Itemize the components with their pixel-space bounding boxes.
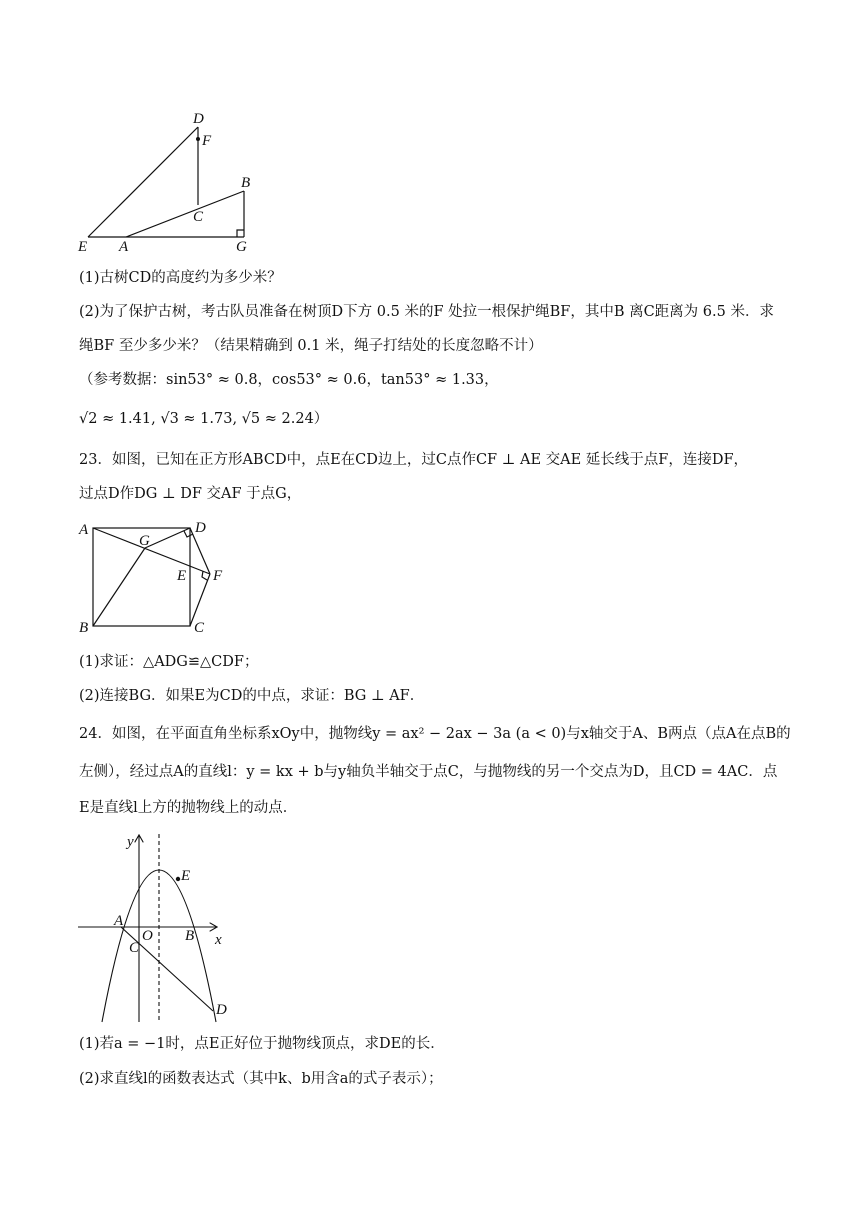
q24-stem-line3: E是直线l上方的抛物线上的动点． [79,800,298,816]
q22-part1: (1)古树CD的高度约为多少米？ [79,270,282,286]
label-D: D [216,1002,227,1018]
line-AB [126,191,244,237]
label-E: E [177,568,187,584]
q23-figure [76,516,236,638]
q24-figure [76,826,236,1026]
q22-figure [76,108,266,256]
label-E: E [181,868,191,884]
label-B: B [79,620,89,636]
q22-reference-line2: √2 ≈ 1.41, √3 ≈ 1.73, √5 ≈ 2.24） [79,411,329,427]
label-C: C [193,209,204,225]
q24-stem-line1: 24．如图，在平面直角坐标系xOy中，抛物线y = ax² − 2ax − 3a (a < 0)与x轴交于A、B两点（点A在点B的 [79,726,791,742]
label-x: x [215,932,222,948]
label-A: A [114,913,124,929]
q24-part1: (1)若a = −1时，点E正好位于抛物线顶点，求DE的长． [79,1036,445,1052]
point-E [176,877,180,881]
label-F: F [202,133,212,149]
line-CF [190,574,210,626]
line-ED [88,127,198,237]
label-C: C [129,940,140,956]
label-E: E [78,239,88,255]
q23-stem-line1: 23．如图，已知在正方形ABCD中，点E在CD边上，过C点作CF ⊥ AE 交AE 延长线于点F，连接DF， [79,452,749,468]
label-G: G [139,533,150,549]
line-BG [93,548,145,626]
label-A: A [119,239,129,255]
label-D: D [195,520,206,536]
q24-stem-line2: 左侧），经过点A的直线l：y = kx + b与y轴负半轴交于点C，与抛物线的另一个交点为D，且CD = 4AC．点 [79,764,778,780]
q23-part1: (1)求证：△ADG≌△CDF； [79,654,259,670]
q23-part2: (2)连接BG．如果E为CD的中点，求证：BG ⊥ AF． [79,688,425,704]
q23-stem-line2: 过点D作DG ⊥ DF 交AF 于点G， [79,486,302,502]
label-A: A [79,522,89,538]
label-O: O [142,928,153,944]
label-B: B [185,928,195,944]
right-angle-mark [237,230,244,237]
q24-part2: (2)求直线l的函数表达式（其中k、b用含a的式子表示）； [79,1071,443,1087]
point-F [196,137,200,141]
label-F: F [213,568,223,584]
q22-part2-line2: 绳BF 至少多少米？（结果精确到 0.1 米，绳子打结处的长度忽略不计） [79,338,543,354]
label-G: G [236,239,247,255]
q22-part2-line1: (2)为了保护古树，考古队员准备在树顶D下方 0.5 米的F 处拉一根保护绳BF，其中B 离C距离为 6.5 米．求 [79,304,774,320]
label-D: D [193,111,204,127]
label-B: B [241,175,251,191]
label-y: y [127,834,134,850]
line-DG [145,528,190,548]
q22-reference-line1: （参考数据：sin53° ≈ 0.8，cos53° ≈ 0.6，tan53° ≈ 1.33， [79,372,499,388]
label-C: C [194,620,205,636]
